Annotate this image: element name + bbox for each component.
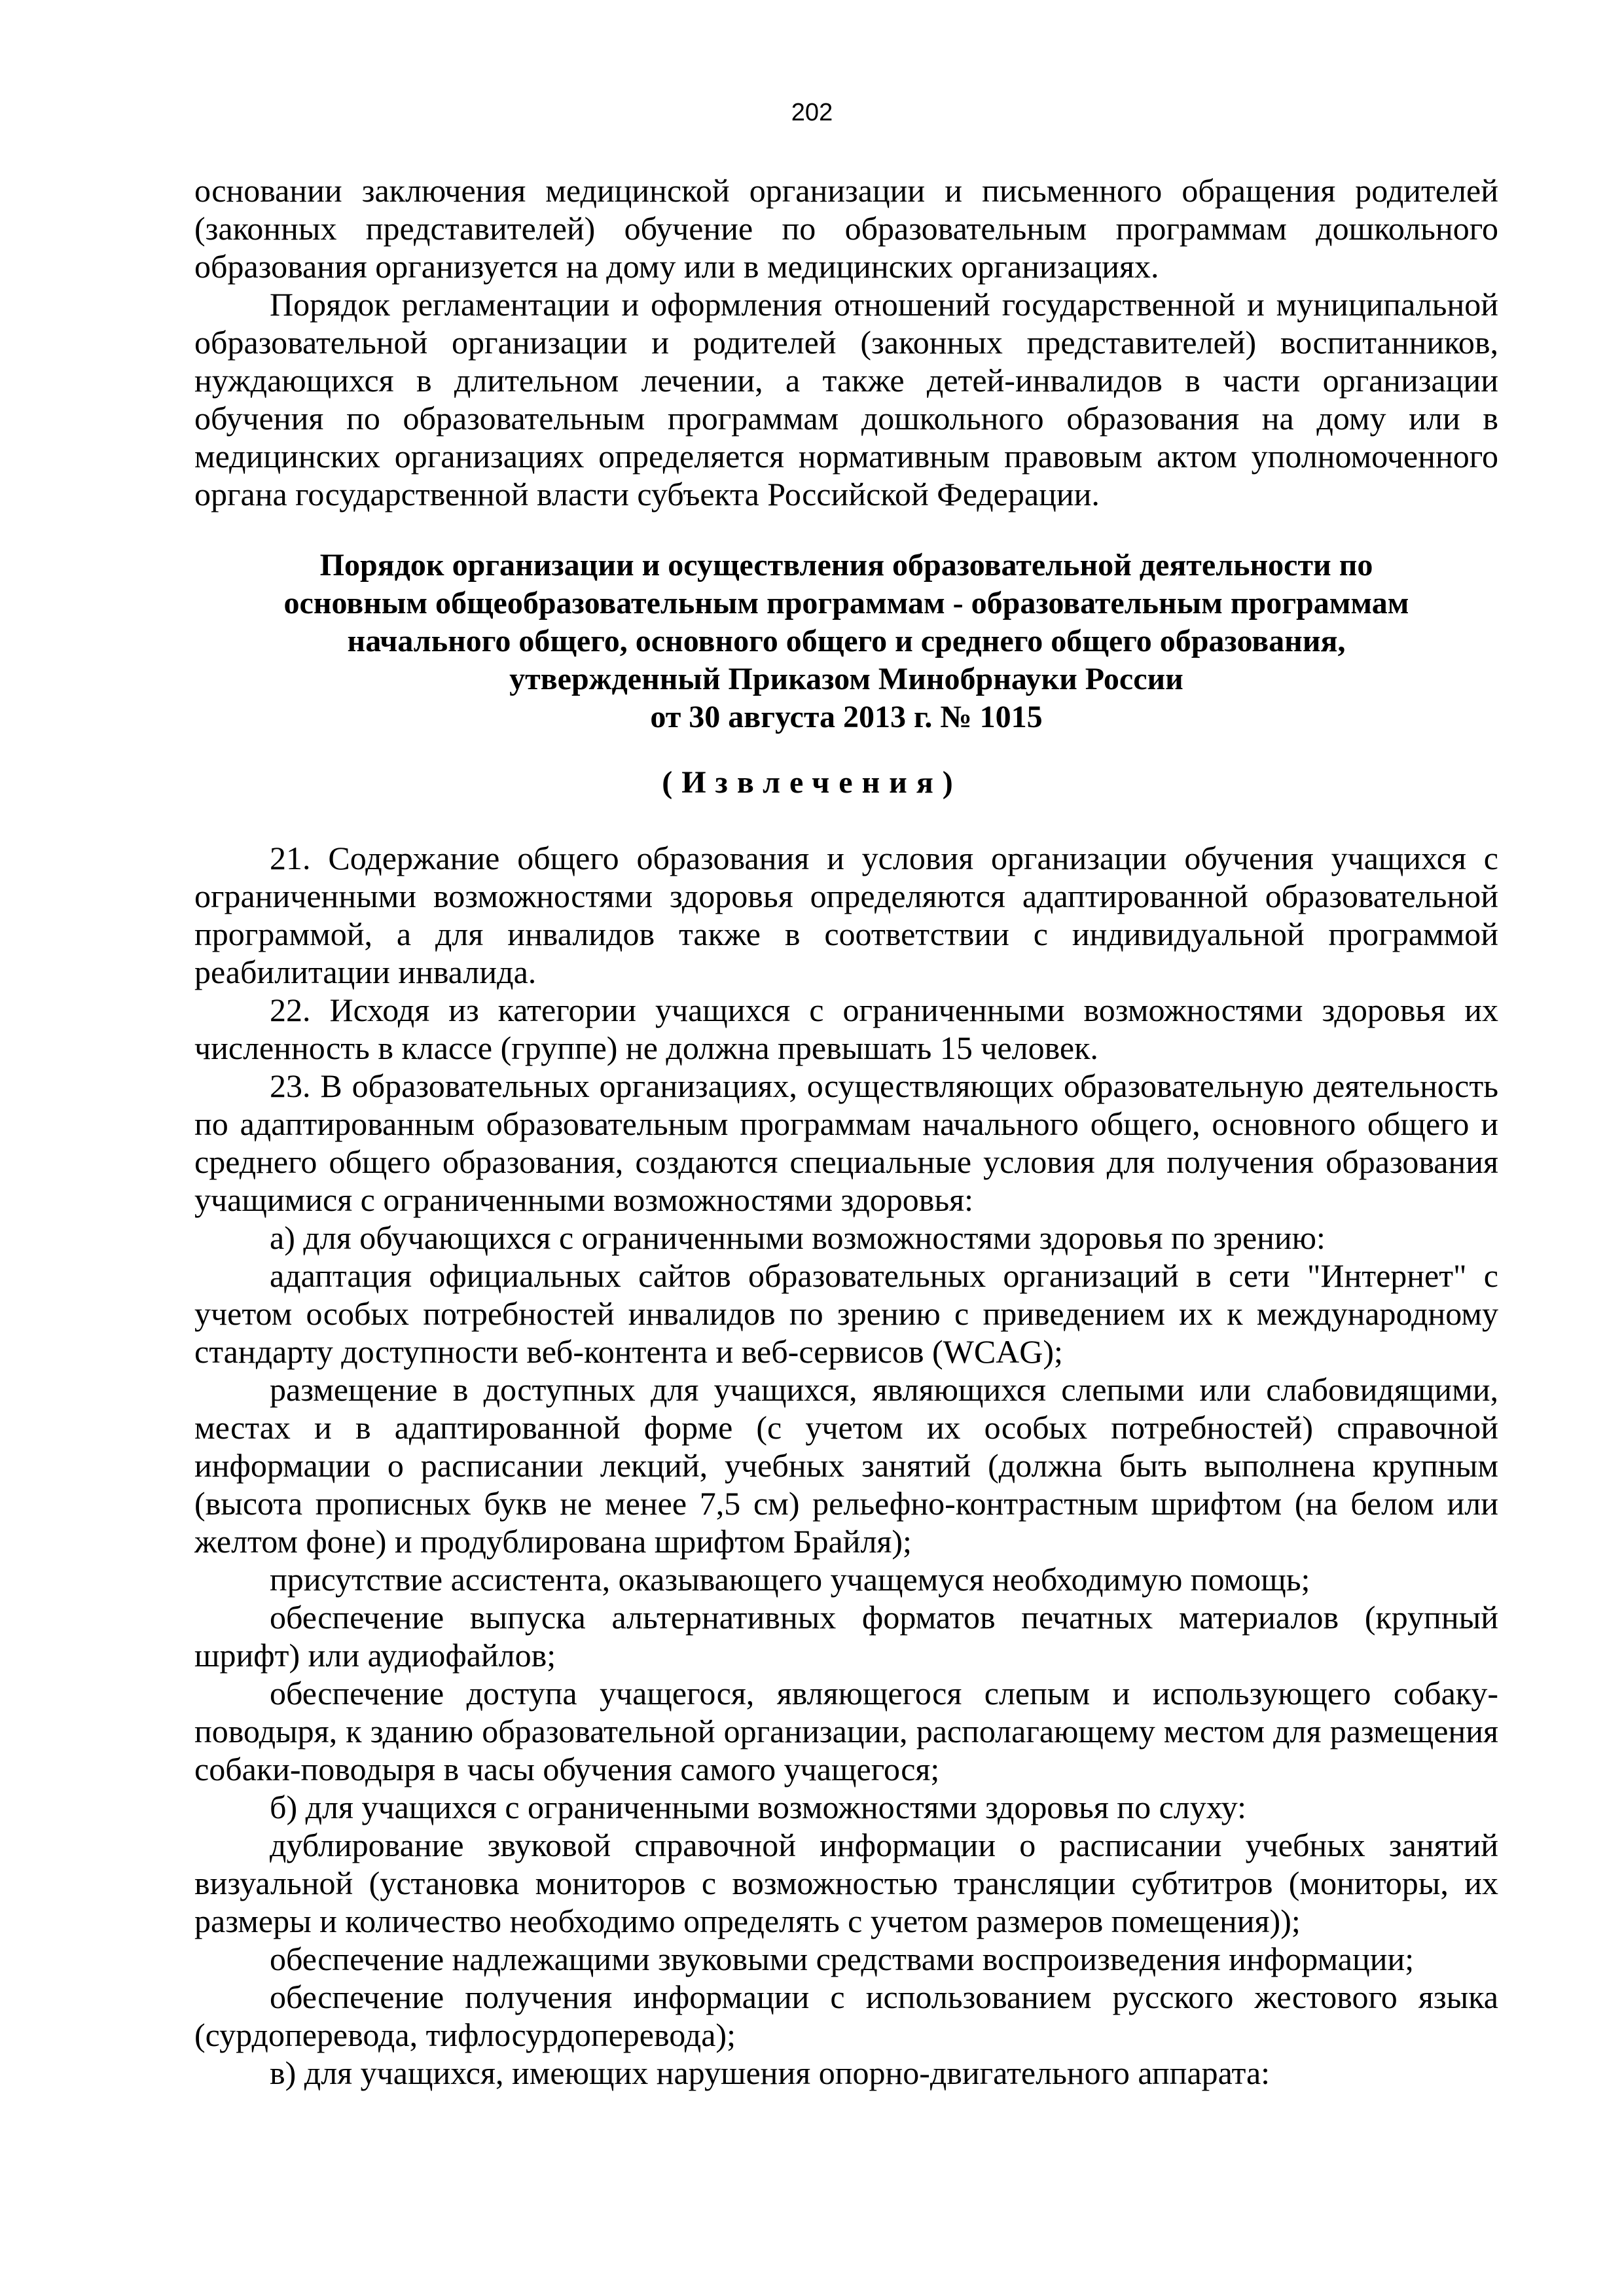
heading-line: Порядок организации и осуществления образовательной деятельности по — [319, 548, 1373, 583]
paragraph: 21. Содержание общего образования и условия организации обучения учащихся с ограниченными возможностями здоровья определяются адаптированной образовательной программой, а для инвалидов также в соответствии с индивидуальной программой реабилитации инвалида. — [194, 840, 1498, 990]
paragraph: 23. В образовательных организациях, осуществляющих образовательную деятельность по адаптированным образовательным программам начального общего, основного общего и среднего общего образования, создаются специальные условия для получения образования учащимися с ограниченными возможностями здоровья: — [194, 1067, 1498, 1218]
paragraph: б) для учащихся с ограниченными возможностями здоровья по слуху: — [270, 1789, 1247, 1825]
section-heading — [194, 547, 1498, 736]
paragraph: Порядок регламентации и оформления отношений государственной и муниципальной образовательной организации и родителей (законных представителей) воспитанников, нуждающихся в длительном лечении, а также детей-инвалидов в части организации обучения по образовательным программам дошкольного образования на дому или в медицинских организациях определяется нормативным правовым актом уполномоченного органа государственной власти субъекта Российской Федерации. — [194, 286, 1498, 512]
paragraph: основании заключения медицинской организации и письменного обращения родителей (законных представителей) обучение по образовательным программам дошкольного образования организуется на дому или в медицинских организациях. — [194, 172, 1498, 285]
main-text — [194, 839, 1498, 2092]
paragraph: а) для обучающихся с ограниченными возможностями здоровья по зрению: — [270, 1219, 1326, 1256]
heading-line: начального общего, основного общего и среднего общего образования, — [347, 624, 1346, 658]
paragraph: размещение в доступных для учащихся, являющихся слепыми или слабовидящими, местах и в адаптированной форме (с учетом их особых потребностей) справочной информации о расписании лекций, учебных занятий (должна быть выполнена крупным (высота прописных букв не менее 7,5 см) рельефно-контрастным шрифтом (на белом или желтом фоне) и продублирована шрифтом Брайля); — [194, 1371, 1498, 1560]
paragraph: 22. Исходя из категории учащихся с ограниченными возможностями здоровья их численность в классе (группе) не должна превышать 15 человек. — [194, 992, 1498, 1066]
heading-line: утвержденный Приказом Минобрнауки России — [509, 662, 1183, 696]
paragraph: в) для учащихся, имеющих нарушения опорно-двигательного аппарата: — [270, 2054, 1271, 2091]
heading-line: основным общеобразовательным программам - образовательным программам — [283, 586, 1409, 620]
heading-line: от 30 августа 2013 г. № 1015 — [650, 700, 1043, 734]
intro-text — [194, 171, 1498, 513]
paragraph: обеспечение выпуска альтернативных форматов печатных материалов (крупный шрифт) или аудиофайлов; — [194, 1599, 1498, 1674]
paragraph: обеспечение доступа учащегося, являющегося слепым и использующего собаку-поводыря, к зданию образовательной организации, располагающему местом для размещения собаки-поводыря в часы обучения самого учащегося; — [194, 1675, 1498, 1787]
paragraph: обеспечение получения информации с использованием русского жестового языка (сурдоперевода, тифлосурдоперевода); — [194, 1979, 1498, 2053]
paragraph: дублирование звуковой справочной информации о расписании учебных занятий визуальной (установка мониторов с возможностью трансляции субтитров (мониторы, их размеры и количество необходимо определять с учетом размеров помещения)); — [194, 1827, 1498, 1939]
extract-label: (Извлечения) — [662, 765, 962, 800]
paragraph: присутствие ассистента, оказывающего учащемуся необходимую помощь; — [270, 1561, 1310, 1598]
paragraph: адаптация официальных сайтов образовательных организаций в сети "Интернет" с учетом особых потребностей инвалидов по зрению с приведением их к международному стандарту доступности веб-контента и веб-сервисов (WCAG); — [194, 1257, 1498, 1370]
paragraph: обеспечение надлежащими звуковыми средствами воспроизведения информации; — [270, 1941, 1415, 1977]
page-number: 202 — [791, 99, 833, 126]
